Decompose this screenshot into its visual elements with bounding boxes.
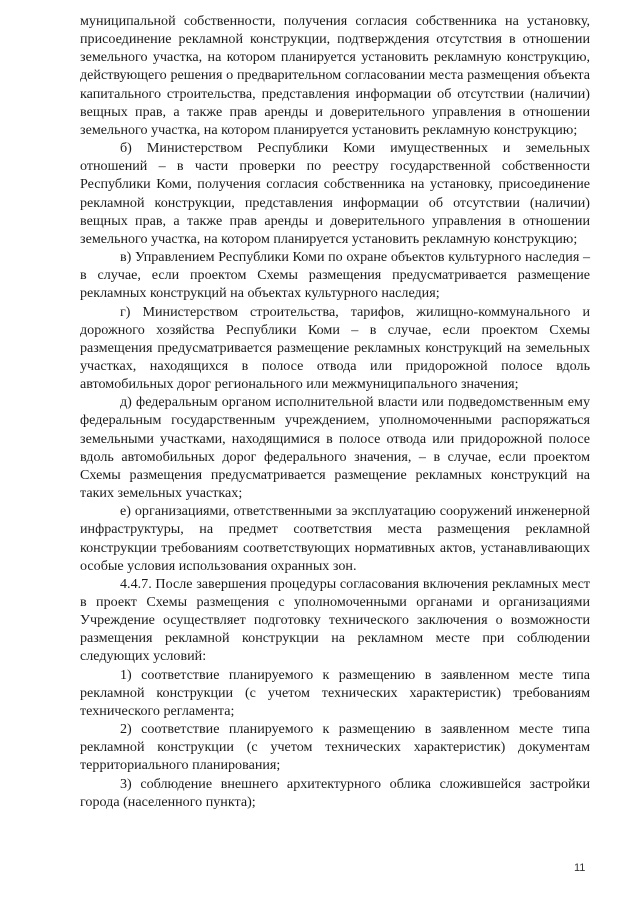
paragraph-item-g: г) Министерством строительства, тарифов, жилищно-коммунального и дорожного хозяйства Республики Коми – в случае, если проектом Схемы размещения предусматривается размещение рекламных конструкций на земельных участках, находящихся в полосе отвода или придорожной полосе вдоль автомобильных дорог регионального или межмуниципального значения; — [80, 303, 590, 393]
paragraph-item-v: в) Управлением Республики Коми по охране объектов культурного наследия – в случае, если проектом Схемы размещения предусматривается размещение рекламных конструкций на объектах культурного наследия; — [80, 249, 590, 302]
paragraph-condition-1: 1) соответствие планируемого к размещению в заявленном месте типа рекламной конструкции (с учетом технических характеристик) требованиям технического регламента; — [80, 666, 590, 719]
paragraph-item-d: д) федеральным органом исполнительной власти или подведомственным ему федеральным государственным учреждением, уполномоченными распоряжаться земельными участками, находящимися в полосе отвода или придорожной полосе вдоль автомобильных дорог федерального значения, – в случае, если проектом Схемы размещения предусматривается размещение рекламных конструкций на таких земельных участках; — [80, 394, 590, 502]
paragraph-condition-2: 2) соответствие планируемого к размещению в заявленном месте типа рекламной конструкции (с учетом технических характеристик) документам территориального планирования; — [80, 721, 590, 774]
document-body — [80, 12, 590, 811]
paragraph-continuation: муниципальной собственности, получения согласия собственника на установку, присоединение рекламной конструкции, подтверждения отсутствия в отношении земельного участка, на котором планируется установить рекламную конструкцию, действующего решения о предварительном согласовании места размещения объекта капитального строительства, представления информации об отсутствии (наличии) вещных прав, а также прав аренды и доверительного управления в отношении земельного участка, на котором планируется установить рекламную конструкцию; — [80, 13, 590, 138]
paragraph-section-4-4-7: 4.4.7. После завершения процедуры согласования включения рекламных мест в проект Схемы размещения с уполномоченными органами и организациями Учреждение осуществляет подготовку технического заключения о возможности размещения рекламной конструкции на рекламном месте при соблюдении следующих условий: — [80, 575, 590, 665]
paragraph-item-e: е) организациями, ответственными за эксплуатацию сооружений инженерной инфраструктуры, на предмет соответствия места размещения рекламной конструкции требованиям соответствующих нормативных актов, устанавливающих особые условия использования охранных зон. — [80, 503, 590, 574]
page-number: 11 — [574, 862, 586, 874]
paragraph-item-b: б) Министерством Республики Коми имущественных и земельных отношений – в части проверки по реестру государственной собственности Республики Коми, получения согласия собственника на установку, присоединение рекламной конструкции, представления информации об отсутствии (наличии) вещных прав, а также прав аренды и доверительного управления в отношении земельного участка, на котором планируется установить рекламную конструкцию; — [80, 140, 590, 247]
paragraph-condition-3: 3) соблюдение внешнего архитектурного облика сложившейся застройки города (населенного пункта); — [80, 775, 590, 810]
